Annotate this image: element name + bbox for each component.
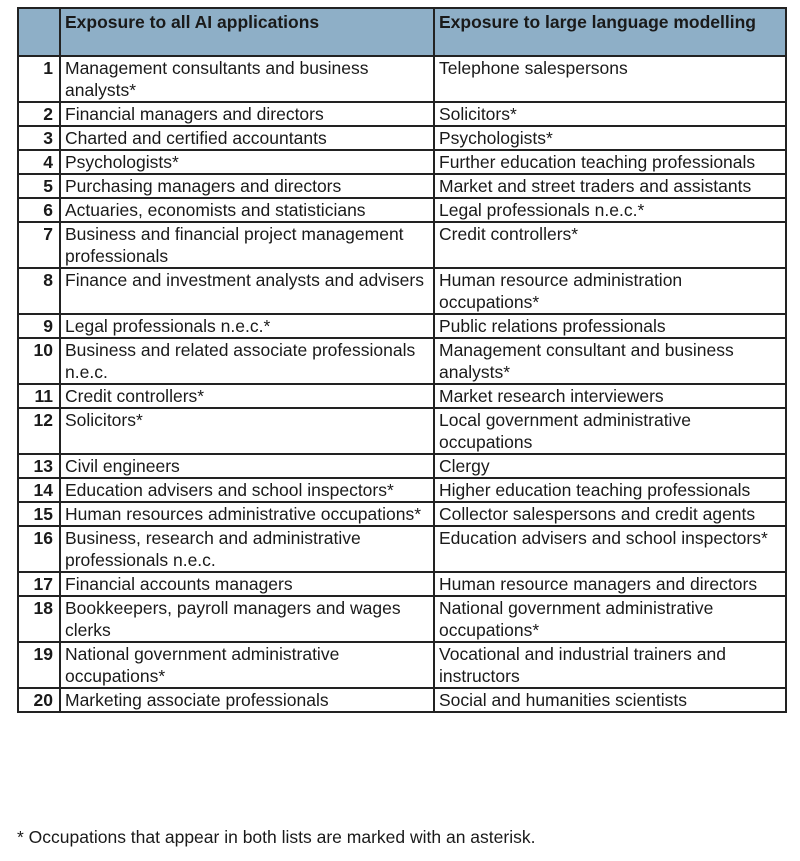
all-ai-occupation-cell: Management consultants and business analysts* <box>60 56 434 102</box>
llm-occupation-cell: Social and humanities scientists <box>434 688 786 712</box>
all-ai-occupation-cell: Bookkeepers, payroll managers and wages clerks <box>60 596 434 642</box>
rank-cell: 7 <box>18 222 60 268</box>
rank-cell: 2 <box>18 102 60 126</box>
table-row <box>18 688 786 712</box>
table-row <box>18 150 786 174</box>
all-ai-occupation-cell: Education advisers and school inspectors* <box>60 478 434 502</box>
table-row <box>18 596 786 642</box>
table-row <box>18 384 786 408</box>
table-row <box>18 174 786 198</box>
table-row <box>18 642 786 688</box>
llm-occupation-cell: Management consultant and business analysts* <box>434 338 786 384</box>
llm-occupation-cell: Psychologists* <box>434 126 786 150</box>
rank-cell: 6 <box>18 198 60 222</box>
table-row <box>18 454 786 478</box>
rank-cell: 3 <box>18 126 60 150</box>
all-ai-occupation-cell: Charted and certified accountants <box>60 126 434 150</box>
occupation-exposure-table <box>17 7 787 713</box>
table-row <box>18 268 786 314</box>
llm-occupation-cell: Collector salespersons and credit agents <box>434 502 786 526</box>
all-ai-occupation-cell: Human resources administrative occupations* <box>60 502 434 526</box>
all-ai-occupation-cell: Financial accounts managers <box>60 572 434 596</box>
rank-cell: 1 <box>18 56 60 102</box>
llm-occupation-cell: Telephone salespersons <box>434 56 786 102</box>
table-row <box>18 314 786 338</box>
rank-cell: 5 <box>18 174 60 198</box>
all-ai-occupation-cell: Business and financial project management professionals <box>60 222 434 268</box>
llm-occupation-cell: Market research interviewers <box>434 384 786 408</box>
all-ai-column-header: Exposure to all AI applications <box>60 8 434 56</box>
table-row <box>18 526 786 572</box>
table-row <box>18 572 786 596</box>
all-ai-occupation-cell: Financial managers and directors <box>60 102 434 126</box>
table-row <box>18 502 786 526</box>
all-ai-occupation-cell: Solicitors* <box>60 408 434 454</box>
table-row <box>18 222 786 268</box>
all-ai-occupation-cell: Legal professionals n.e.c.* <box>60 314 434 338</box>
rank-cell: 9 <box>18 314 60 338</box>
table-row <box>18 338 786 384</box>
rank-cell: 20 <box>18 688 60 712</box>
llm-occupation-cell: Local government administrative occupations <box>434 408 786 454</box>
table-body <box>18 56 786 712</box>
rank-cell: 17 <box>18 572 60 596</box>
rank-cell: 11 <box>18 384 60 408</box>
table-row <box>18 408 786 454</box>
table-row <box>18 478 786 502</box>
llm-occupation-cell: Human resource administration occupations* <box>434 268 786 314</box>
rank-cell: 16 <box>18 526 60 572</box>
llm-occupation-cell: Clergy <box>434 454 786 478</box>
llm-occupation-cell: Market and street traders and assistants <box>434 174 786 198</box>
llm-occupation-cell: Further education teaching professionals <box>434 150 786 174</box>
all-ai-occupation-cell: Purchasing managers and directors <box>60 174 434 198</box>
llm-occupation-cell: Vocational and industrial trainers and instructors <box>434 642 786 688</box>
llm-column-header: Exposure to large language modelling <box>434 8 786 56</box>
rank-cell: 15 <box>18 502 60 526</box>
llm-occupation-cell: Human resource managers and directors <box>434 572 786 596</box>
all-ai-occupation-cell: Actuaries, economists and statisticians <box>60 198 434 222</box>
table-row <box>18 198 786 222</box>
llm-occupation-cell: Public relations professionals <box>434 314 786 338</box>
rank-cell: 10 <box>18 338 60 384</box>
all-ai-occupation-cell: Marketing associate professionals <box>60 688 434 712</box>
llm-occupation-cell: Higher education teaching professionals <box>434 478 786 502</box>
rank-cell: 13 <box>18 454 60 478</box>
table-header-row <box>18 8 786 56</box>
rank-cell: 19 <box>18 642 60 688</box>
rank-cell: 14 <box>18 478 60 502</box>
all-ai-occupation-cell: Business and related associate professionals n.e.c. <box>60 338 434 384</box>
llm-occupation-cell: Solicitors* <box>434 102 786 126</box>
table-row <box>18 56 786 102</box>
footnote: * Occupations that appear in both lists are marked with an asterisk. <box>17 827 536 847</box>
llm-occupation-cell: Education advisers and school inspectors* <box>434 526 786 572</box>
rank-cell: 12 <box>18 408 60 454</box>
rank-cell: 8 <box>18 268 60 314</box>
all-ai-occupation-cell: Business, research and administrative professionals n.e.c. <box>60 526 434 572</box>
table-row <box>18 126 786 150</box>
all-ai-occupation-cell: Civil engineers <box>60 454 434 478</box>
all-ai-occupation-cell: Credit controllers* <box>60 384 434 408</box>
all-ai-occupation-cell: Finance and investment analysts and advisers <box>60 268 434 314</box>
llm-occupation-cell: Legal professionals n.e.c.* <box>434 198 786 222</box>
llm-occupation-cell: Credit controllers* <box>434 222 786 268</box>
table-row <box>18 102 786 126</box>
llm-occupation-cell: National government administrative occupations* <box>434 596 786 642</box>
all-ai-occupation-cell: National government administrative occupations* <box>60 642 434 688</box>
rank-cell: 4 <box>18 150 60 174</box>
all-ai-occupation-cell: Psychologists* <box>60 150 434 174</box>
rank-cell: 18 <box>18 596 60 642</box>
rank-column-header <box>18 8 60 56</box>
